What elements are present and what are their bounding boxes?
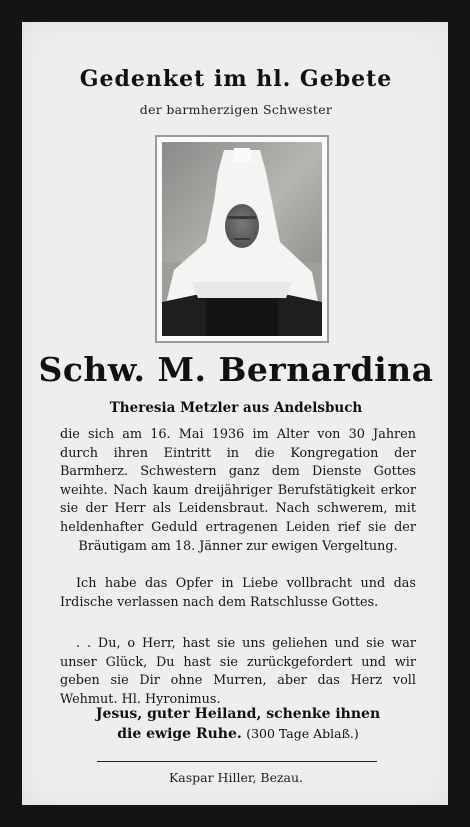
portrait-photo — [162, 142, 322, 336]
indulgence-note: (300 Tage Ablaß.) — [246, 726, 359, 741]
printer-credit: Kaspar Hiller, Bezau. — [168, 770, 304, 785]
quote-block-1 — [60, 575, 416, 612]
quote-text-2: . . Du, o Herr, hast sie uns geliehen und sie war unser Glück, Du hast sie zurückgefordert und wir geben sie Dir ohne Murren, aber das Herz voll Wehmut. Hl. Hyronimus. — [60, 636, 416, 707]
divider-rule — [97, 761, 377, 762]
portrait-frame — [155, 135, 329, 343]
quote-block-2 — [60, 635, 416, 709]
quote-text-1: Ich habe das Opfer in Liebe vollbracht und das Irdische verlassen nach dem Ratschlusse Gottes. — [60, 576, 416, 610]
card-heading: Gedenket im hl. Gebete — [79, 66, 393, 92]
prayer-line-2-row — [60, 724, 416, 744]
closing-prayer — [60, 705, 416, 744]
biography-text: die sich am 16. Mai 1936 im Alter von 30 Jahren durch ihren Eintritt in die Kongregation der Barmherz. Schwestern ganz dem Dienste Gottes weihte. Nach kaum dreijähriger Berufstätigkeit erkor sie der Herr als Leidensbraut. Nach schwerem, mit heldenhafter Geduld ertragenen Leiden rief sie der Bräutigam am 18. Jänner zur ewigen Vergeltung. — [60, 427, 416, 554]
prayer-line-2: die ewige Ruhe. — [117, 726, 242, 742]
memorial-card — [22, 22, 450, 807]
biography — [60, 426, 416, 556]
card-subheading: der barmherzigen Schwester — [139, 102, 333, 117]
prayer-line-1: Jesus, guter Heiland, schenke ihnen — [95, 706, 381, 722]
sister-name: Schw. M. Bernardina — [38, 350, 434, 389]
civil-name: Theresia Metzler aus Andelsbuch — [109, 400, 363, 416]
